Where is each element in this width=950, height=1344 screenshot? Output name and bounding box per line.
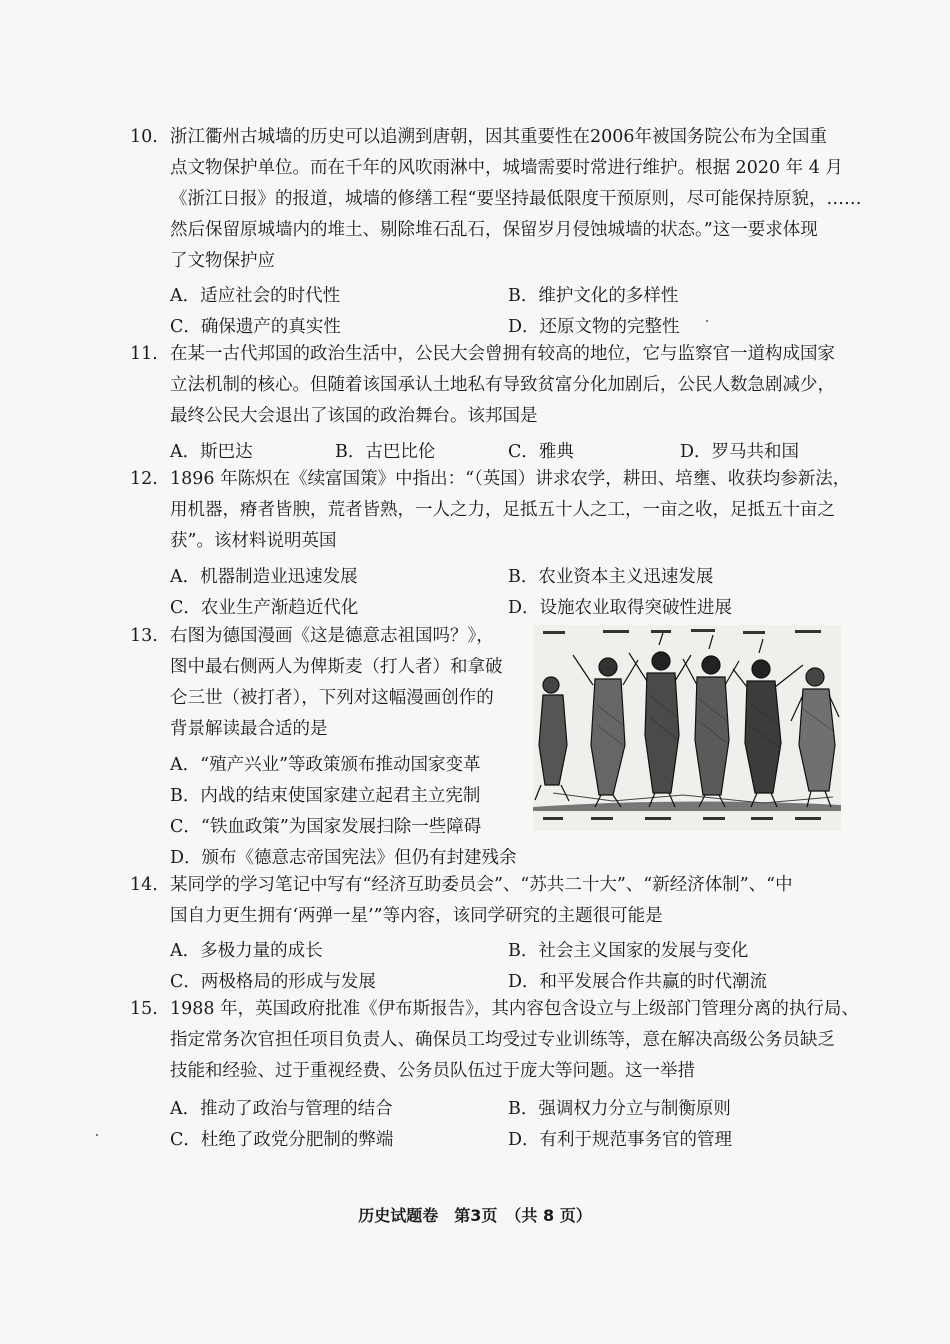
option-b: B．古巴比伦 bbox=[335, 442, 436, 462]
question-number: 14. bbox=[130, 875, 158, 895]
option-c: C．确保遗产的真实性 bbox=[170, 317, 341, 337]
text-line: 右图为德国漫画《这是德意志祖国吗？》， bbox=[170, 626, 494, 646]
text-line: 仑三世（被打者），下列对这幅漫画创作的 bbox=[170, 688, 494, 708]
question-number: 11. bbox=[130, 344, 158, 364]
page-footer: 历史试题卷 第3页 （共 8 页） bbox=[358, 1206, 592, 1225]
question-text bbox=[170, 870, 793, 932]
text-line: 技能和经验、过于重视经费、公务员队伍过于庞大等问题。这一举措 bbox=[170, 1061, 695, 1081]
text-line: 图中最右侧两人为俾斯麦（打人者）和拿破 bbox=[170, 657, 503, 677]
text-line: 了文物保护应 bbox=[170, 251, 275, 271]
option-b: B．社会主义国家的发展与变化 bbox=[508, 941, 749, 961]
text-line: 指定常务次官担任项目负责人、确保员工均受过专业训练等，意在解决高级公务员缺乏 bbox=[170, 1030, 835, 1050]
option-b: B．农业资本主义迅速发展 bbox=[508, 567, 714, 587]
scan-speck bbox=[706, 320, 708, 322]
option-d: D．设施农业取得突破性进展 bbox=[508, 598, 733, 618]
question-number: 10. bbox=[130, 127, 158, 147]
text-line: 浙江衢州古城墙的历史可以追溯到唐朝，因其重要性在2006年被国务院公布为全国重 bbox=[170, 127, 828, 147]
question-number: 15. bbox=[130, 999, 158, 1019]
question-text bbox=[170, 994, 859, 1087]
text-line: 最终公民大会退出了该国的政治舞台。该邦国是 bbox=[170, 406, 538, 426]
question-number: 12. bbox=[130, 469, 158, 489]
option-a: A．斯巴达 bbox=[170, 442, 253, 462]
option-a: A．推动了政治与管理的结合 bbox=[170, 1099, 393, 1119]
option-a: A．多极力量的成长 bbox=[170, 941, 323, 961]
option-c: C．两极格局的形成与发展 bbox=[170, 972, 376, 992]
text-line: 点文物保护单位。而在千年的风吹雨淋中，城墙需要时常进行维护。根据 2020 年 4 月 bbox=[170, 158, 843, 178]
question-text bbox=[170, 621, 503, 745]
option-d: D．有利于规范事务官的管理 bbox=[508, 1130, 733, 1150]
question-number: 13. bbox=[130, 626, 158, 646]
option-c: C．“铁血政策”为国家发展扫除一些障碍 bbox=[170, 817, 482, 837]
text-line: 国自力更生拥有‘两弹一星’”等内容，该同学研究的主题很可能是 bbox=[170, 906, 663, 926]
text-line: 在某一古代邦国的政治生活中，公民大会曾拥有较高的地位，它与监察官一道构成国家 bbox=[170, 344, 835, 364]
text-line: 获”。该材料说明英国 bbox=[170, 531, 337, 551]
german-cartoon-illustration bbox=[533, 625, 841, 831]
text-line: 某同学的学习笔记中写有“经济互助委员会”、“苏共二十大”、“新经济体制”、“中 bbox=[170, 875, 793, 895]
option-c: C．杜绝了政党分肥制的弊端 bbox=[170, 1130, 394, 1150]
option-a: A．适应社会的时代性 bbox=[170, 286, 341, 306]
option-d: D．还原文物的完整性 bbox=[508, 317, 680, 337]
option-c: C．雅典 bbox=[508, 442, 574, 462]
option-a: A．机器制造业迅速发展 bbox=[170, 567, 358, 587]
text-line: 1896 年陈炽在《续富国策》中指出：“（英国）讲求农学，耕田、培壅、收获均参新法， bbox=[170, 469, 851, 489]
text-line: 立法机制的核心。但随着该国承认土地私有导致贫富分化加剧后，公民人数急剧减少， bbox=[170, 375, 835, 395]
text-line: 用机器，瘠者皆腴，荒者皆熟，一人之力，足抵五十人之工，一亩之收，足抵五十亩之 bbox=[170, 500, 835, 520]
option-d: D．罗马共和国 bbox=[680, 442, 800, 462]
scan-speck bbox=[96, 1134, 98, 1136]
option-c: C．农业生产渐趋近代化 bbox=[170, 598, 359, 618]
text-line: 《浙江日报》的报道，城墙的修缮工程“要坚持最低限度干预原则，尽可能保持原貌，…… bbox=[170, 189, 862, 209]
text-line: 背景解读最合适的是 bbox=[170, 719, 328, 739]
question-text bbox=[170, 122, 861, 277]
option-b: B．强调权力分立与制衡原则 bbox=[508, 1099, 731, 1119]
option-d: D．颁布《德意志帝国宪法》但仍有封建残余 bbox=[170, 848, 517, 868]
question-text bbox=[170, 464, 850, 557]
option-d: D．和平发展合作共赢的时代潮流 bbox=[508, 972, 768, 992]
option-a: A．“殖产兴业”等政策颁布推动国家变革 bbox=[170, 755, 481, 775]
text-line: 然后保留原城墙内的堆土、剔除堆石乱石，保留岁月侵蚀城墙的状态。”这一要求体现 bbox=[170, 220, 818, 240]
question-text bbox=[170, 339, 835, 432]
option-b: B．维护文化的多样性 bbox=[508, 286, 679, 306]
text-line: 1988 年，英国政府批准《伊布斯报告》，其内容包含设立与上级部门管理分离的执行局、 bbox=[170, 999, 859, 1019]
option-b: B．内战的结束使国家建立起君主立宪制 bbox=[170, 786, 481, 806]
